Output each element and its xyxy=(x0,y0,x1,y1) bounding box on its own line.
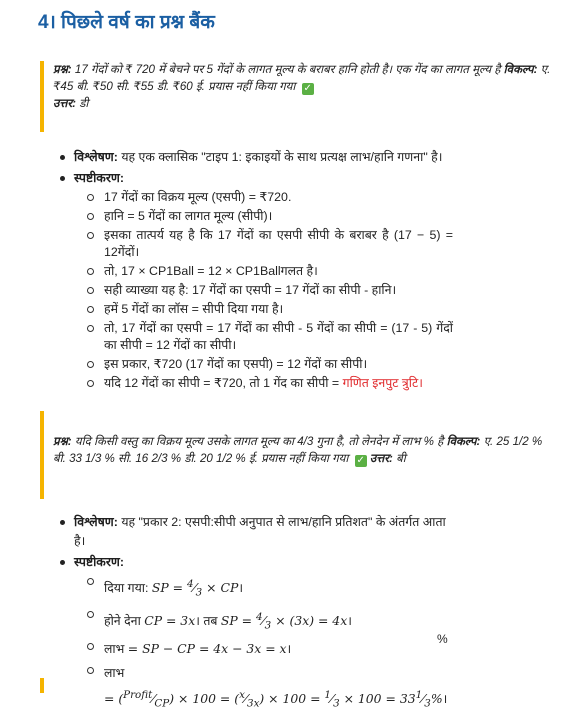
question-body: यदि किसी वस्तु का विक्रय मूल्य उसके लागत मूल्य का 4/3 गुना है, तो लेनदेन में लाभ % है xyxy=(74,435,444,448)
percent-sign: % xyxy=(437,632,448,646)
step-text: लाभ xyxy=(104,666,125,681)
options-label: विकल्प: xyxy=(446,435,481,448)
question-card-1 xyxy=(40,61,560,132)
formula-profit-percent: = $(^{Profit}⁄_{CP}) \times 100$ = $(^x⁄_{3x}) \times 100$ = $^1⁄_3 \times 100$ = $33^1⁄_3\%$ xyxy=(104,689,443,710)
step: इसका तात्पर्य यह है कि 17 गेंदों का एसपी सीपी के बराबर है (17 − 5) = 12गेंदों। xyxy=(74,227,453,261)
step: हमें 5 गेंदों का लॉस = सीपी दिया गया है। xyxy=(74,301,453,318)
options-text: ए. 25 1/2 % बी. 33 1/3 % सी. 16 2/3 % डी. 20 1/2 % ई. प्रयास नहीं किया गया xyxy=(53,435,543,465)
question-body: 17 गेंदों को ₹ 720 में बेचने पर 5 गेंदों के लागत मूल्य के बराबर हानि होती है। एक गेंद का लागत मूल्य है xyxy=(74,63,501,76)
step: दिया गया: SP = $^4⁄_3$ × CP। xyxy=(74,573,453,604)
formula-cp: CP = 3x xyxy=(144,612,196,628)
explanation-steps xyxy=(74,573,453,715)
analysis-label: विश्लेषण: xyxy=(74,150,118,164)
step: 17 गेंदों का विक्रय मूल्य (एसपी) = ₹720. xyxy=(74,189,453,206)
answer-value: बी xyxy=(396,452,406,465)
step: तो, 17 गेंदों का एसपी = 17 गेंदों का सीपी - 5 गेंदों का सीपी = (17 - 5) गेंदों का सीपी = 12 गेंदों का सीपी। xyxy=(74,320,453,354)
step-final-text: यदि 12 गेंदों का सीपी = ₹720, तो 1 गेंद का सीपी = xyxy=(104,376,340,390)
formula-sp: SP = $^4⁄_3$ × CP xyxy=(151,578,239,599)
question-label: प्रश्न: xyxy=(53,63,72,76)
next-question-accent xyxy=(40,678,44,693)
step-final xyxy=(74,375,453,392)
answer-label: उत्तर: xyxy=(53,97,76,110)
question-text-1 xyxy=(53,61,554,112)
step-text: तब xyxy=(203,613,218,628)
step: होने देना CP = 3x। तब SP = $^4⁄_3 \times (3x)$ = 4x। xyxy=(74,606,453,637)
explanation-label: स्पष्टीकरण: xyxy=(74,171,124,185)
question-label: प्रश्न: xyxy=(53,435,72,448)
explanation-item xyxy=(58,169,453,392)
analysis-text: यह एक क्लासिक "टाइप 1: इकाइयों के साथ प्रत्यक्ष लाभ/हानि गणना" है। xyxy=(121,150,443,164)
analysis-item xyxy=(58,148,453,167)
answer-label: उत्तर: xyxy=(369,452,393,465)
check-icon: ✓ xyxy=(356,455,365,466)
explanation-item xyxy=(58,553,453,715)
step: तो, 17 × CP1Ball = 12 × CP1Ballगलत है। xyxy=(74,263,453,280)
options-label: विकल्प: xyxy=(503,63,538,76)
explanation-label: स्पष्टीकरण: xyxy=(74,555,124,569)
step: लाभ = $(^{Profit}⁄_{CP}) \times 100$ = $(^x⁄_{3x}) \times 100$ = $^1⁄_3 \times 100$ = $33^1⁄_3\%।$ xyxy=(74,662,453,715)
analysis-text: यह "प्रकार 2: एसपी:सीपी अनुपात से लाभ/हानि प्रतिशत" के अंतर्गत आता है। xyxy=(74,515,446,548)
formula-sp-x: SP = $^4⁄_3 \times (3x) = 4x$ xyxy=(220,610,348,632)
step-text: लाभ xyxy=(104,642,125,657)
math-error-text: गणित इनपुट त्रुटि। xyxy=(342,376,423,390)
step: इस प्रकार, ₹720 (17 गेंदों का एसपी) = 12 गेंदों का सीपी। xyxy=(74,356,453,373)
step: हानि = 5 गेंदों का लागत मूल्य (सीपी)। xyxy=(74,208,453,225)
question-card-2 xyxy=(40,411,560,499)
solution-1 xyxy=(58,148,453,394)
solution-2 xyxy=(58,513,453,717)
section-title: 4। पिछले वर्ष का प्रश्न बैंक xyxy=(38,12,215,33)
step-text: दिया गया: xyxy=(104,581,149,596)
step: सही व्याख्या यह है: 17 गेंदों का एसपी = 17 गेंदों का सीपी - हानि। xyxy=(74,282,453,299)
analysis-item xyxy=(58,513,453,551)
step-text: होने देना xyxy=(104,613,141,628)
question-text-2 xyxy=(53,433,554,467)
formula-profit: = SP − CP = 4x − 3x = x xyxy=(127,641,287,657)
answer-value: डी xyxy=(79,97,89,110)
analysis-label: विश्लेषण: xyxy=(74,515,118,529)
check-icon: ✓ xyxy=(303,83,312,94)
step: लाभ = SP − CP = 4x − 3x = x। xyxy=(74,638,453,660)
explanation-steps xyxy=(74,189,453,392)
options-text: ए. ₹45 बी. ₹50 सी. ₹55 डी. ₹60 ई. प्रयास नहीं किया गया xyxy=(53,63,551,93)
